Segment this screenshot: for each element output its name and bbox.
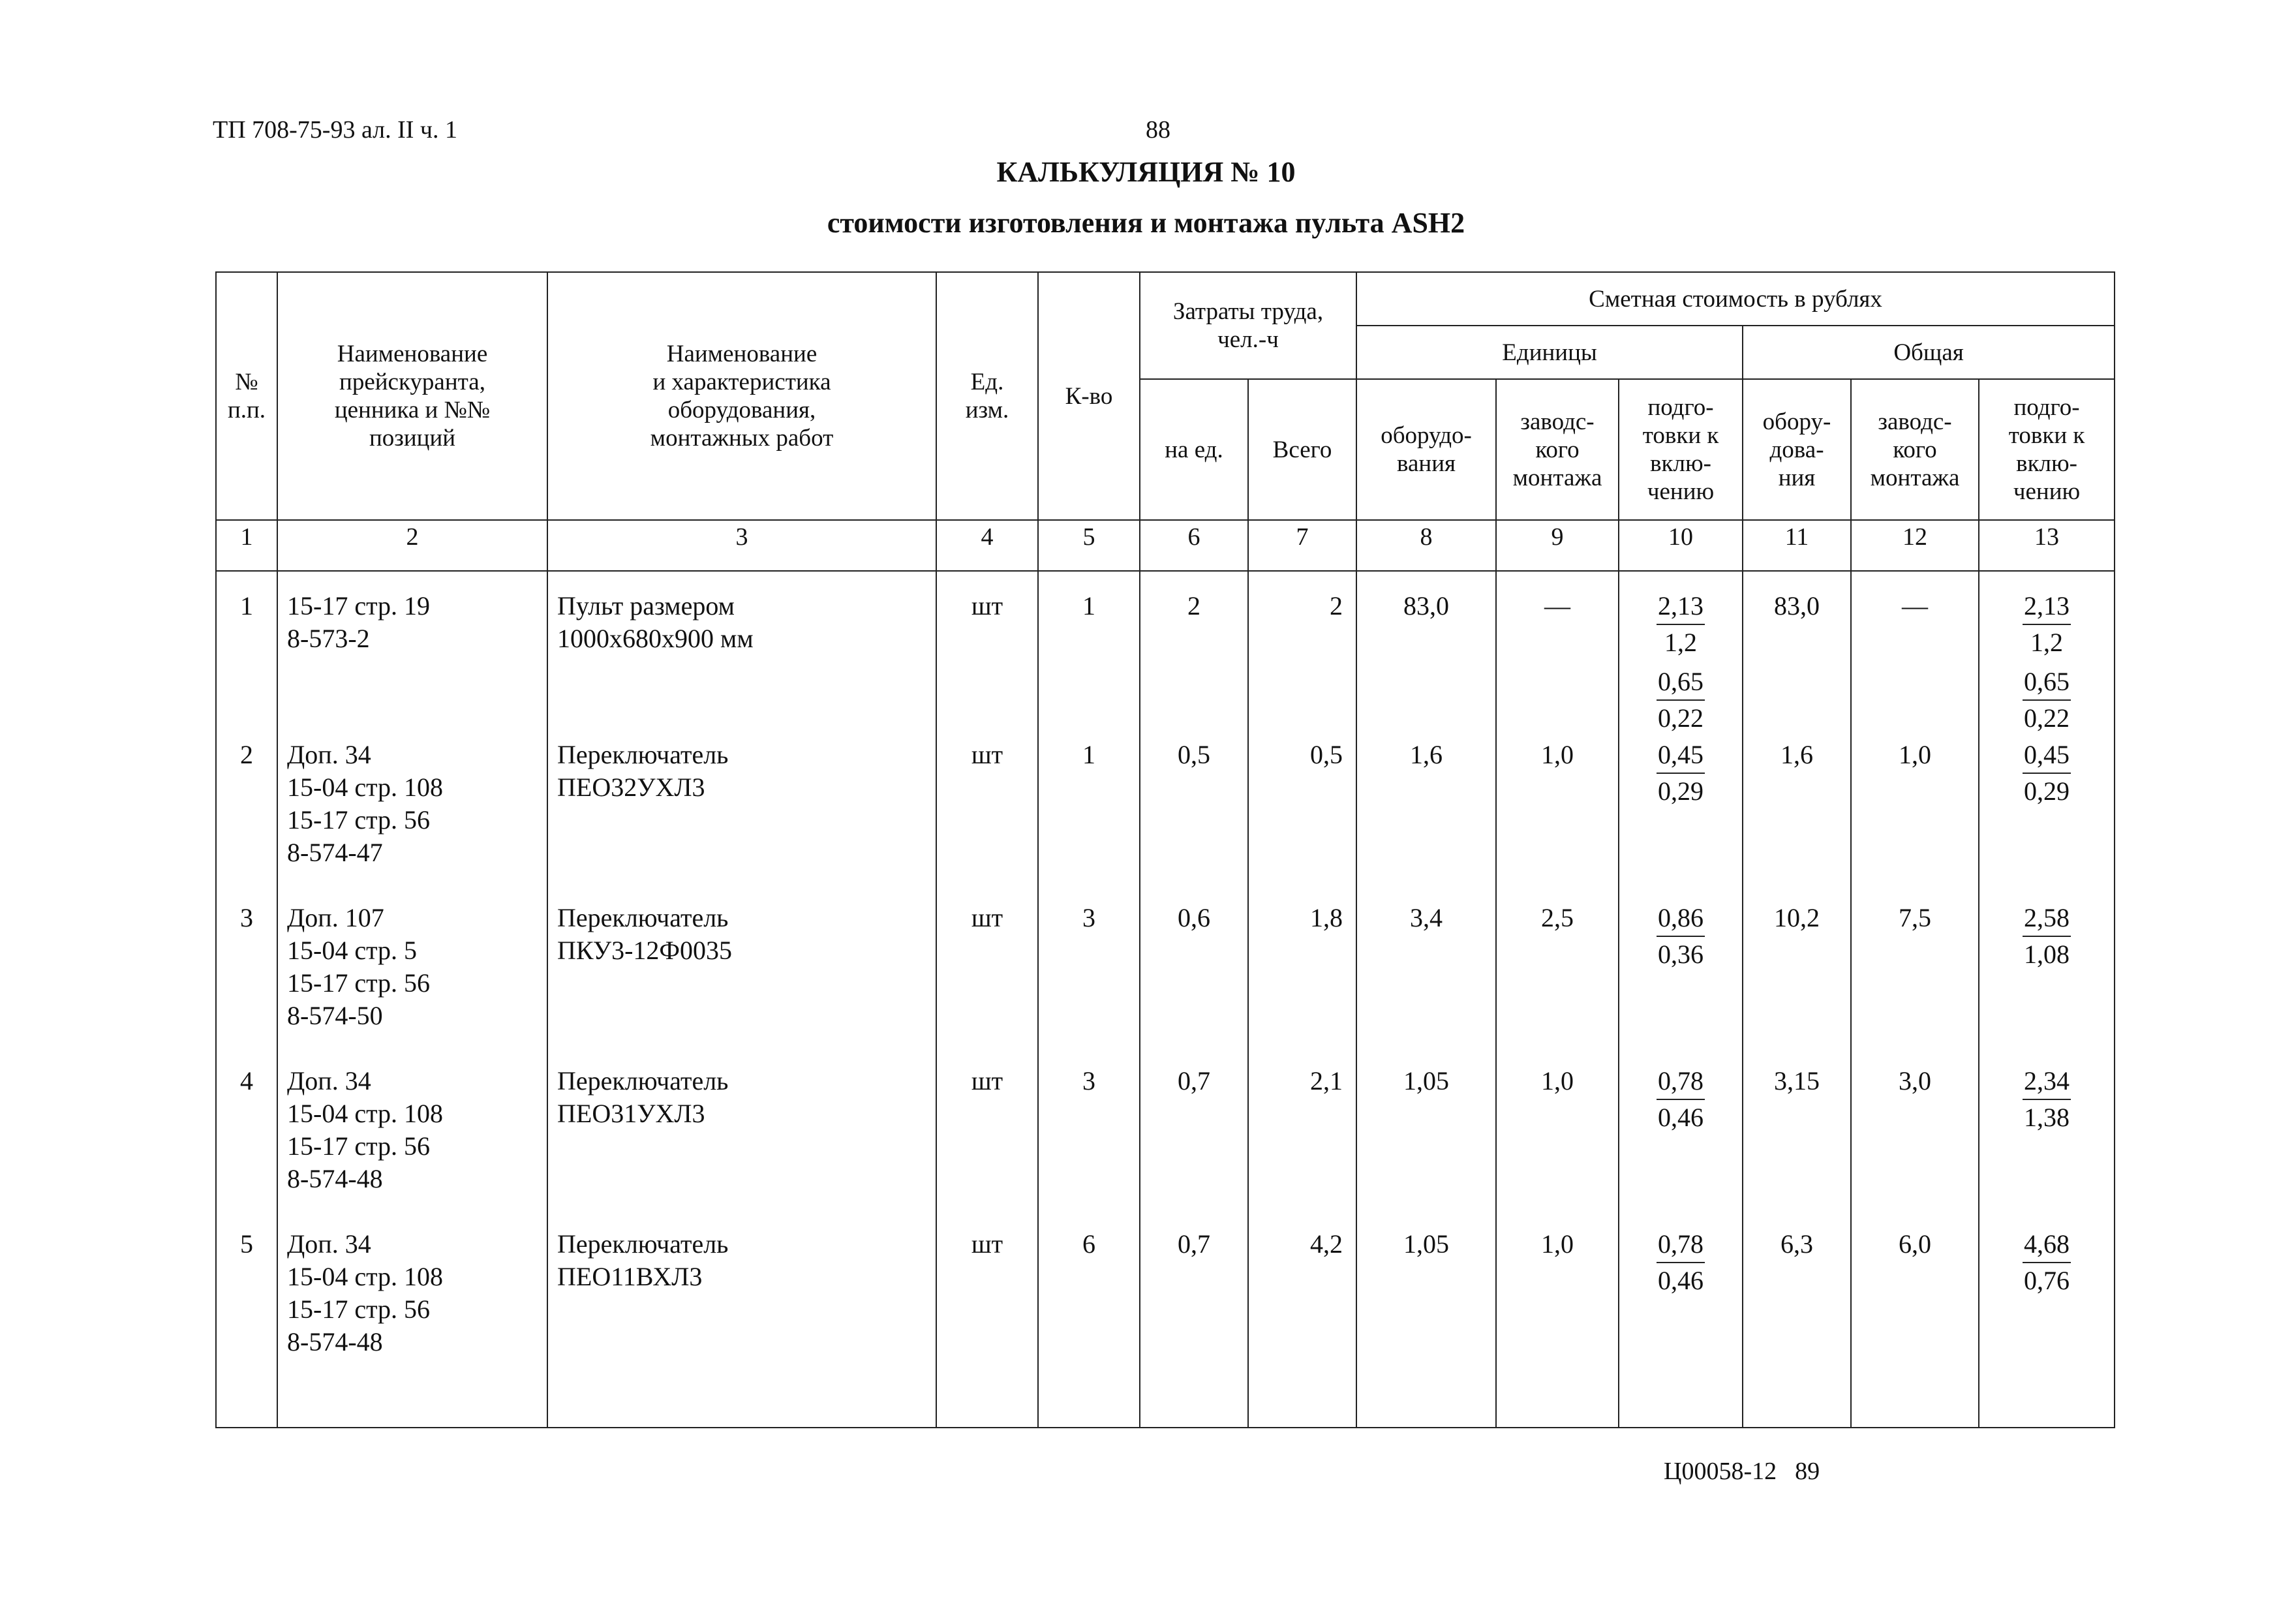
column-number: 12 bbox=[1851, 520, 1979, 571]
col-header-cost-group: Сметная стоимость в рублях bbox=[1356, 272, 2115, 326]
fraction bbox=[1657, 590, 1705, 659]
header-line: прейскуранта, bbox=[339, 369, 485, 395]
fraction-numerator: 0,45 bbox=[1657, 739, 1705, 774]
equipment-line: ПЕО32УХЛ3 bbox=[557, 773, 705, 802]
fraction-numerator: 2,58 bbox=[2023, 902, 2071, 937]
calculation-table bbox=[215, 271, 2115, 1428]
equipment-line: Пульт размером bbox=[557, 591, 735, 620]
pricelist-line: 15-17 стр. 56 bbox=[287, 1295, 431, 1324]
header-line: вания bbox=[1397, 450, 1456, 477]
column-number: 9 bbox=[1496, 520, 1619, 571]
labor-total-cell: 4,2 bbox=[1248, 1228, 1356, 1428]
col-header-unit-equipment bbox=[1356, 379, 1496, 520]
pricelist-cell bbox=[277, 1065, 547, 1228]
fraction-denominator: 1,38 bbox=[2024, 1103, 2070, 1132]
table-row bbox=[216, 902, 2115, 1065]
footer bbox=[1664, 1456, 1820, 1486]
header-line: № bbox=[235, 369, 258, 395]
column-number: 4 bbox=[936, 520, 1038, 571]
pricelist-line: Доп. 34 bbox=[287, 1229, 371, 1259]
table-header bbox=[216, 272, 2115, 520]
header-line: Наименование bbox=[666, 341, 817, 367]
unit-prep-cell bbox=[1619, 590, 1743, 739]
equipment-line: Переключатель bbox=[557, 1229, 729, 1259]
column-number: 11 bbox=[1743, 520, 1851, 571]
header-line: оборудо- bbox=[1381, 422, 1472, 449]
col-header-pricelist bbox=[277, 272, 547, 520]
equipment-cell bbox=[547, 590, 936, 739]
header-line: обору- bbox=[1762, 408, 1831, 435]
unit-factory-cell: 1,0 bbox=[1496, 1228, 1619, 1428]
column-number: 13 bbox=[1979, 520, 2115, 571]
header-line: кого bbox=[1535, 436, 1580, 463]
pricelist-line: 8-574-50 bbox=[287, 1001, 383, 1030]
table-body bbox=[216, 520, 2115, 1428]
unit-equipment-cell: 1,6 bbox=[1356, 739, 1496, 902]
col-header-unit bbox=[936, 272, 1038, 520]
fraction-denominator: 0,22 bbox=[1658, 703, 1704, 733]
unit-cell: шт bbox=[936, 739, 1038, 902]
pricelist-line: 8-574-48 bbox=[287, 1164, 383, 1193]
header-line: Ед. bbox=[970, 369, 1004, 395]
labor-per-unit-cell: 0,5 bbox=[1140, 739, 1248, 902]
fraction-numerator: 0,65 bbox=[1657, 666, 1705, 701]
equipment-cell bbox=[547, 1228, 936, 1428]
header-line: кого bbox=[1893, 436, 1937, 463]
unit-equipment-cell: 1,05 bbox=[1356, 1065, 1496, 1228]
total-factory-cell: — bbox=[1851, 590, 1979, 739]
total-prep-cell bbox=[1979, 590, 2115, 739]
fraction-denominator: 0,29 bbox=[2024, 776, 2070, 806]
unit-factory-cell: 1,0 bbox=[1496, 739, 1619, 902]
unit-factory-cell: 2,5 bbox=[1496, 902, 1619, 1065]
table-row bbox=[216, 739, 2115, 902]
fraction bbox=[1657, 1228, 1705, 1297]
equipment-cell bbox=[547, 902, 936, 1065]
labor-total-cell: 2 bbox=[1248, 590, 1356, 739]
column-number: 10 bbox=[1619, 520, 1743, 571]
pricelist-cell bbox=[277, 590, 547, 739]
unit-cell: шт bbox=[936, 902, 1038, 1065]
equipment-line: Переключатель bbox=[557, 740, 729, 769]
qty-cell: 1 bbox=[1038, 739, 1140, 902]
labor-per-unit-cell: 0,7 bbox=[1140, 1228, 1248, 1428]
equipment-cell bbox=[547, 739, 936, 902]
fraction-numerator: 0,78 bbox=[1657, 1065, 1705, 1100]
total-equipment-cell: 1,6 bbox=[1743, 739, 1851, 902]
column-number: 7 bbox=[1248, 520, 1356, 571]
total-equipment-cell: 3,15 bbox=[1743, 1065, 1851, 1228]
col-header-unit-factory bbox=[1496, 379, 1619, 520]
header-line: ценника и №№ bbox=[334, 397, 491, 423]
header-line: дова- bbox=[1769, 436, 1824, 463]
fraction-denominator: 0,46 bbox=[1658, 1103, 1704, 1132]
col-header-num bbox=[216, 272, 277, 520]
pricelist-line: 15-17 стр. 56 bbox=[287, 968, 431, 998]
document-title: КАЛЬКУЛЯЦИЯ № 10 bbox=[996, 156, 1296, 188]
column-number: 1 bbox=[216, 520, 277, 571]
row-number: 2 bbox=[216, 739, 277, 902]
fraction-numerator: 4,68 bbox=[2023, 1228, 2071, 1263]
labor-total-cell: 0,5 bbox=[1248, 739, 1356, 902]
header-line: чел.-ч bbox=[1217, 326, 1279, 353]
header-line: подго- bbox=[2013, 394, 2080, 421]
header-line: подго- bbox=[1647, 394, 1714, 421]
row-number: 4 bbox=[216, 1065, 277, 1228]
labor-per-unit-cell: 2 bbox=[1140, 590, 1248, 739]
header-line: вклю- bbox=[2016, 450, 2077, 477]
fraction bbox=[1657, 902, 1705, 971]
header-line: изм. bbox=[965, 397, 1009, 423]
equipment-line: ПКУ3-12Ф0035 bbox=[557, 936, 733, 965]
unit-prep-cell bbox=[1619, 902, 1743, 1065]
header-line: позиций bbox=[369, 425, 456, 452]
equipment-line: ПЕО31УХЛ3 bbox=[557, 1099, 705, 1128]
header-line: товки к bbox=[2008, 422, 2085, 449]
total-equipment-cell: 6,3 bbox=[1743, 1228, 1851, 1428]
fraction bbox=[1657, 1065, 1705, 1134]
column-number: 3 bbox=[547, 520, 936, 571]
unit-cell: шт bbox=[936, 1228, 1038, 1428]
total-factory-cell: 7,5 bbox=[1851, 902, 1979, 1065]
unit-prep-cell bbox=[1619, 1228, 1743, 1428]
pricelist-line: 8-574-47 bbox=[287, 838, 383, 867]
fraction-numerator: 2,13 bbox=[2023, 590, 2071, 625]
table-row bbox=[216, 1065, 2115, 1228]
header-line: вклю- bbox=[1650, 450, 1711, 477]
col-header-labor-total: Всего bbox=[1248, 379, 1356, 520]
header-line: монтажа bbox=[1870, 464, 1960, 491]
document-code: ТП 708-75-93 ал. II ч. 1 bbox=[213, 116, 458, 144]
unit-prep-cell bbox=[1619, 739, 1743, 902]
total-factory-cell: 3,0 bbox=[1851, 1065, 1979, 1228]
total-prep-cell bbox=[1979, 1228, 2115, 1428]
unit-cell: шт bbox=[936, 590, 1038, 739]
labor-total-cell: 2,1 bbox=[1248, 1065, 1356, 1228]
col-header-unit-prep bbox=[1619, 379, 1743, 520]
fraction-denominator: 1,2 bbox=[1664, 628, 1698, 657]
fraction-numerator: 2,34 bbox=[2023, 1065, 2071, 1100]
fraction-denominator: 0,36 bbox=[1658, 940, 1704, 969]
pricelist-line: 15-17 стр. 56 bbox=[287, 1131, 431, 1161]
col-header-total-group: Общая bbox=[1743, 326, 2115, 379]
row-number: 5 bbox=[216, 1228, 277, 1428]
fraction-numerator: 0,78 bbox=[1657, 1228, 1705, 1263]
pricelist-line: 15-17 стр. 19 bbox=[287, 591, 431, 620]
unit-equipment-cell: 3,4 bbox=[1356, 902, 1496, 1065]
total-prep-cell bbox=[1979, 902, 2115, 1065]
fraction-denominator: 1,08 bbox=[2024, 940, 2070, 969]
header-line: заводс- bbox=[1520, 408, 1595, 435]
equipment-line: 1000х680х900 мм bbox=[557, 624, 754, 653]
fraction bbox=[2023, 1228, 2071, 1297]
fraction-numerator: 2,13 bbox=[1657, 590, 1705, 625]
spacer-row bbox=[216, 571, 2115, 590]
equipment-line: Переключатель bbox=[557, 903, 729, 932]
equipment-line: Переключатель bbox=[557, 1066, 729, 1095]
qty-cell: 3 bbox=[1038, 902, 1140, 1065]
table-row bbox=[216, 590, 2115, 739]
pricelist-line: 15-04 стр. 108 bbox=[287, 773, 444, 802]
qty-cell: 3 bbox=[1038, 1065, 1140, 1228]
column-number: 6 bbox=[1140, 520, 1248, 571]
footer-code: Ц00058-12 bbox=[1664, 1458, 1777, 1485]
fraction bbox=[2023, 590, 2071, 659]
qty-cell: 6 bbox=[1038, 1228, 1140, 1428]
equipment-cell bbox=[547, 1065, 936, 1228]
total-prep-cell bbox=[1979, 1065, 2115, 1228]
col-header-total-prep bbox=[1979, 379, 2115, 520]
fraction bbox=[2023, 739, 2071, 808]
unit-equipment-cell: 83,0 bbox=[1356, 590, 1496, 739]
col-header-equipment bbox=[547, 272, 936, 520]
row-number: 3 bbox=[216, 902, 277, 1065]
total-factory-cell: 6,0 bbox=[1851, 1228, 1979, 1428]
pricelist-cell bbox=[277, 1228, 547, 1428]
column-number: 8 bbox=[1356, 520, 1496, 571]
header-line: оборудования, bbox=[667, 397, 816, 423]
total-prep-cell bbox=[1979, 739, 2115, 902]
total-factory-cell: 1,0 bbox=[1851, 739, 1979, 902]
column-number: 2 bbox=[277, 520, 547, 571]
unit-factory-cell: 1,0 bbox=[1496, 1065, 1619, 1228]
table-row bbox=[216, 1228, 2115, 1428]
col-header-labor-per-unit: на ед. bbox=[1140, 379, 1248, 520]
page-number: 88 bbox=[1146, 116, 1170, 144]
col-header-labor bbox=[1140, 272, 1356, 379]
pricelist-line: 15-04 стр. 108 bbox=[287, 1262, 444, 1291]
col-header-unit-group: Единицы bbox=[1356, 326, 1743, 379]
header-line: Затраты труда, bbox=[1172, 298, 1324, 325]
pricelist-line: Доп. 34 bbox=[287, 1066, 371, 1095]
col-header-total-factory bbox=[1851, 379, 1979, 520]
fraction bbox=[2023, 1065, 2071, 1134]
fraction-numerator: 0,45 bbox=[2023, 739, 2071, 774]
pricelist-line: 15-17 стр. 56 bbox=[287, 805, 431, 835]
header-line: монтажных работ bbox=[650, 425, 834, 452]
header-line: чению bbox=[1647, 478, 1715, 505]
fraction-numerator: 0,86 bbox=[1657, 902, 1705, 937]
header-line: товки к bbox=[1642, 422, 1719, 449]
fraction-denominator: 0,22 bbox=[2024, 703, 2070, 733]
fraction-denominator: 0,76 bbox=[2024, 1266, 2070, 1295]
header-line: Наименование bbox=[337, 341, 488, 367]
footer-page: 89 bbox=[1795, 1458, 1820, 1485]
column-number: 5 bbox=[1038, 520, 1140, 571]
pricelist-line: 8-574-48 bbox=[287, 1327, 383, 1356]
pricelist-line: Доп. 34 bbox=[287, 740, 371, 769]
pricelist-line: 15-04 стр. 108 bbox=[287, 1099, 444, 1128]
total-equipment-cell: 83,0 bbox=[1743, 590, 1851, 739]
fraction bbox=[2023, 902, 2071, 971]
pricelist-cell bbox=[277, 739, 547, 902]
column-number-row bbox=[216, 520, 2115, 571]
fraction-denominator: 1,2 bbox=[2030, 628, 2064, 657]
fraction-denominator: 0,29 bbox=[1658, 776, 1704, 806]
pricelist-line: 15-04 стр. 5 bbox=[287, 936, 418, 965]
unit-prep-cell bbox=[1619, 1065, 1743, 1228]
pricelist-cell bbox=[277, 902, 547, 1065]
header-line: и характеристика bbox=[652, 369, 831, 395]
equipment-line: ПЕО11ВХЛ3 bbox=[557, 1262, 703, 1291]
header-line: заводс- bbox=[1878, 408, 1952, 435]
fraction-denominator: 0,46 bbox=[1658, 1266, 1704, 1295]
fraction bbox=[1657, 666, 1705, 735]
labor-per-unit-cell: 0,7 bbox=[1140, 1065, 1248, 1228]
header-line: п.п. bbox=[227, 397, 266, 423]
fraction-numerator: 0,65 bbox=[2023, 666, 2071, 701]
total-equipment-cell: 10,2 bbox=[1743, 902, 1851, 1065]
header-line: монтажа bbox=[1512, 464, 1602, 491]
document-subtitle: стоимости изготовления и монтажа пульта ASH2 bbox=[827, 207, 1465, 239]
unit-cell: шт bbox=[936, 1065, 1038, 1228]
header-line: чению bbox=[2013, 478, 2081, 505]
qty-cell: 1 bbox=[1038, 590, 1140, 739]
col-header-total-equipment bbox=[1743, 379, 1851, 520]
unit-factory-cell: — bbox=[1496, 590, 1619, 739]
labor-total-cell: 1,8 bbox=[1248, 902, 1356, 1065]
row-number: 1 bbox=[216, 590, 277, 739]
unit-equipment-cell: 1,05 bbox=[1356, 1228, 1496, 1428]
labor-per-unit-cell: 0,6 bbox=[1140, 902, 1248, 1065]
fraction bbox=[1657, 739, 1705, 808]
pricelist-line: 8-573-2 bbox=[287, 624, 370, 653]
col-header-qty: К-во bbox=[1038, 272, 1140, 520]
fraction bbox=[2023, 666, 2071, 735]
pricelist-line: Доп. 107 bbox=[287, 903, 384, 932]
header-line: ния bbox=[1778, 464, 1816, 491]
